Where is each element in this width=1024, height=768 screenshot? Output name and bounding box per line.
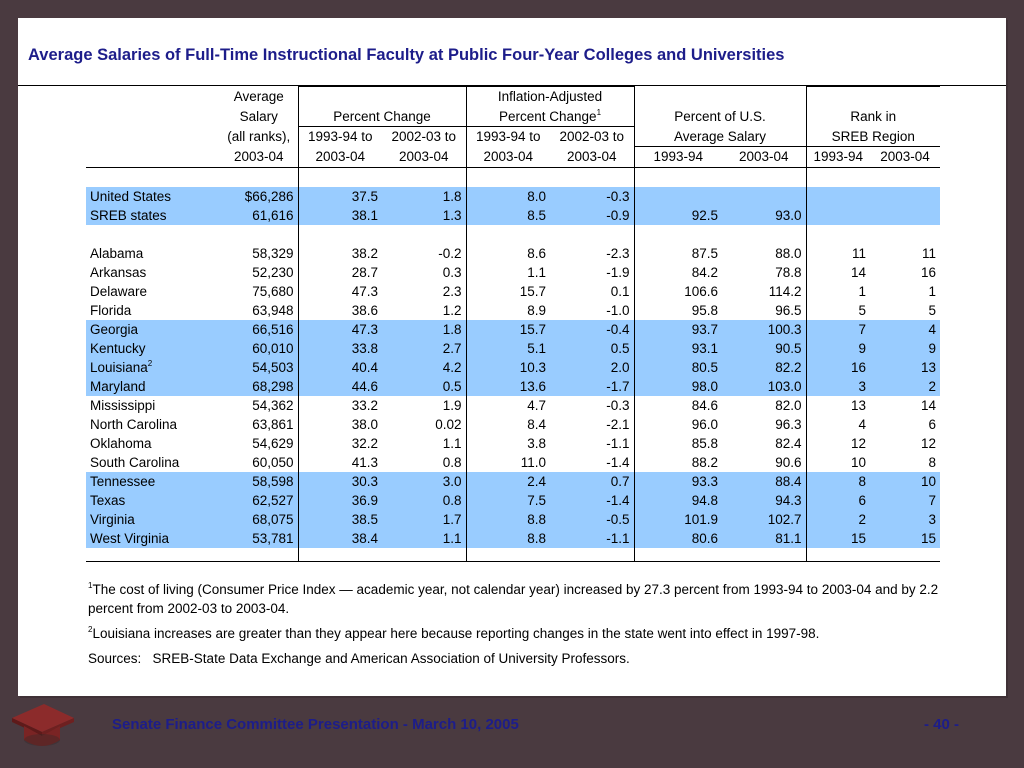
cell-salary: 61,616: [220, 206, 298, 225]
cell-infl-change-93: 15.7: [466, 320, 550, 339]
cell-pct-change-93: 44.6: [298, 377, 382, 396]
cell-pct-change-02: 1.1: [442, 435, 462, 451]
cell-pct-change-02: 2.3: [442, 283, 462, 299]
cell-pct-change-02: 0.8: [382, 491, 466, 510]
cell-pct-us-93: 101.9: [634, 510, 722, 529]
cell-infl-change-02: -2.3: [606, 245, 630, 261]
cell-pct-us-93: 80.5: [634, 358, 722, 377]
cell-rank-03: 11: [921, 245, 936, 261]
cell-infl-change-02: -0.3: [550, 187, 634, 206]
cell-pct-us-93: 93.1: [634, 339, 722, 358]
cell-pct-change-02: 1.9: [442, 397, 462, 413]
header-infl-end-a: 2003-04: [466, 147, 550, 168]
table-row: [86, 263, 940, 282]
cell-rank-03: 3: [870, 510, 940, 529]
cell-pct-change-93: 38.1: [298, 206, 382, 225]
cell-salary: 60,050: [252, 454, 294, 470]
cell-pct-us-93: 93.3: [634, 472, 722, 491]
row-name: Virginia: [86, 510, 220, 529]
cell-infl-change-93: 10.3: [466, 358, 550, 377]
cell-rank-93: 13: [806, 396, 870, 415]
cell-pct-change-02: 1.1: [382, 529, 466, 548]
cell-pct-change-93: 36.9: [298, 491, 382, 510]
cell-rank-93: 7: [806, 320, 870, 339]
cell-salary: 66,516: [220, 320, 298, 339]
header-infl-end-b: 2003-04: [550, 147, 634, 168]
cell-salary: 68,075: [220, 510, 298, 529]
row-name: North Carolina: [90, 416, 178, 432]
cell-pct-us-03: 93.0: [722, 206, 806, 225]
cell-salary: 58,329: [252, 245, 294, 261]
cell-infl-change-02: 0.1: [610, 283, 630, 299]
table-row: [86, 453, 940, 472]
header-rank-in: Rank in: [806, 107, 940, 127]
cell-rank-93: 9: [806, 339, 870, 358]
cell-pct-us-03: 96.3: [775, 416, 802, 432]
slide: [18, 18, 1006, 696]
cell-pct-us-93: 88.2: [634, 453, 722, 472]
cell-pct-us-93: 80.6: [634, 529, 722, 548]
cell-rank-93: [806, 206, 870, 225]
row-name: Delaware: [90, 283, 148, 299]
cell-infl-change-02: -1.4: [550, 491, 634, 510]
cell-pct-change-93: 38.6: [298, 301, 382, 320]
header-range-b: 2002-03 to: [382, 127, 466, 147]
cell-pct-change-93: 30.3: [298, 472, 382, 491]
cell-infl-change-93: 4.7: [466, 396, 550, 415]
cell-salary: 75,680: [252, 283, 294, 299]
header-infl-range-b: 2002-03 to: [550, 127, 634, 147]
cell-pct-us-03: 90.5: [722, 339, 806, 358]
page-title: Average Salaries of Full-Time Instructional Faculty at Public Four-Year Colleges and Universities: [28, 46, 785, 64]
cell-pct-change-93: 38.2: [298, 244, 382, 263]
table-row: [86, 529, 940, 548]
cell-salary: 60,010: [220, 339, 298, 358]
cell-infl-change-93: 8.0: [466, 187, 550, 206]
row-name: Maryland: [86, 377, 220, 396]
cell-infl-change-93: 5.1: [466, 339, 550, 358]
row-name: West Virginia: [86, 529, 220, 548]
cell-infl-change-93: 8.9: [466, 301, 550, 320]
row-name: South Carolina: [90, 454, 180, 470]
cell-infl-change-02: 0.7: [550, 472, 634, 491]
cell-pct-change-93: 38.0: [298, 415, 382, 434]
cell-pct-change-02: 3.0: [382, 472, 466, 491]
cell-pct-us-93: 98.0: [634, 377, 722, 396]
table-end: [86, 548, 940, 562]
cell-pct-us-03: [722, 187, 806, 206]
cell-infl-change-93: 13.6: [466, 377, 550, 396]
cell-pct-change-02: -0.2: [438, 245, 462, 261]
cell-pct-change-02: 1.7: [382, 510, 466, 529]
cell-infl-change-93: 2.4: [466, 472, 550, 491]
cell-infl-change-02: 0.5: [550, 339, 634, 358]
cell-pct-us-03: 82.0: [775, 397, 802, 413]
cell-infl-change-02: -1.9: [606, 264, 630, 280]
cell-salary: 54,629: [252, 435, 294, 451]
table-row: [86, 187, 940, 206]
cell-pct-change-93: 47.3: [298, 320, 382, 339]
cell-pct-change-93: 28.7: [298, 263, 382, 282]
cell-pct-us-93: [634, 187, 722, 206]
cell-pct-change-02: 1.3: [382, 206, 466, 225]
footnote-marker: 1: [596, 107, 602, 117]
cell-pct-change-02: 0.3: [442, 264, 462, 280]
header-end-b: 2003-04: [382, 147, 466, 168]
cell-rank-03: 4: [870, 320, 940, 339]
cell-pct-change-93: 41.3: [298, 453, 382, 472]
footnote-1: $^1$The cost of living (Consumer Price Index — academic year, not calendar year) increased by 27.3 percent from 1993-94 to 2003-04 and by 2.2 percent from 2002-03 to 2003-04.: [88, 581, 939, 616]
cell-rank-93: 10: [806, 453, 870, 472]
cell-infl-change-02: -1.7: [550, 377, 634, 396]
cell-salary: 52,230: [252, 264, 294, 280]
table-row: [86, 358, 940, 377]
cell-salary: 53,781: [220, 529, 298, 548]
cell-pct-change-02: 1.8: [382, 187, 466, 206]
cell-pct-us-03: 114.2: [768, 283, 802, 299]
cell-rank-93: 4: [806, 415, 870, 434]
cell-infl-change-02: -0.4: [550, 320, 634, 339]
cell-infl-change-02: -1.1: [550, 529, 634, 548]
footer-presentation: Senate Finance Committee Presentation - March 10, 2005: [112, 716, 519, 733]
table-row: [86, 415, 940, 434]
cell-salary: 54,503: [220, 358, 298, 377]
cell-rank-03: 13: [870, 358, 940, 377]
cell-pct-change-02: 4.2: [382, 358, 466, 377]
cell-infl-change-93: 1.1: [466, 263, 550, 282]
cell-pct-us-03: 88.0: [775, 245, 802, 261]
cell-rank-93: 16: [806, 358, 870, 377]
cell-pct-us-03: 81.1: [722, 529, 806, 548]
cell-infl-change-93: 11.0: [466, 453, 550, 472]
cell-rank-93: 8: [806, 472, 870, 491]
row-name: Mississippi: [90, 397, 156, 413]
cell-pct-us-03: 102.7: [722, 510, 806, 529]
spacer-row: [86, 167, 940, 187]
footnotes: [88, 580, 948, 674]
footnote-marker: 2: [147, 358, 153, 368]
cell-infl-change-93: 15.7: [466, 282, 550, 301]
row-name: Kentucky: [86, 339, 220, 358]
cell-infl-change-02: 2.0: [550, 358, 634, 377]
page-number: - 40 -: [924, 716, 960, 733]
cell-rank-03: 7: [870, 491, 940, 510]
cell-rank-93: 14: [806, 263, 870, 282]
table-row: [86, 206, 940, 225]
header-range-a: 1993-94 to: [298, 127, 382, 147]
header-inflation-adjusted: Inflation-Adjusted: [466, 87, 634, 107]
cell-salary: 62,527: [220, 491, 298, 510]
header-pus-2003: 2003-04: [722, 147, 806, 168]
header-sreb-region: SREB Region: [806, 127, 940, 147]
cell-pct-us-03: 103.0: [722, 377, 806, 396]
cell-pct-us-93: 84.2: [634, 263, 722, 282]
row-name: United States: [86, 187, 220, 206]
header-inflation-percent-change: Percent Change$^1$: [466, 107, 634, 127]
cell-pct-change-02: 0.5: [382, 377, 466, 396]
cell-salary: 63,861: [252, 416, 294, 432]
table-header: [86, 87, 940, 168]
cell-rank-93: 5: [806, 301, 870, 320]
cell-rank-93: 2: [806, 510, 870, 529]
cell-pct-us-03: 90.6: [775, 454, 802, 470]
row-name: Louisiana$^2$: [86, 358, 220, 377]
cell-pct-us-93: 95.8: [634, 301, 722, 320]
cell-infl-change-93: 8.4: [466, 415, 550, 434]
cell-pct-us-03: 82.4: [775, 435, 802, 451]
footnote-2: $^2$Louisiana increases are greater than they appear here because reporting changes in the state went into effect in 1997-98.: [88, 625, 820, 641]
cell-pct-us-93: 92.5: [634, 206, 722, 225]
cell-pct-us-93: 94.8: [634, 491, 722, 510]
cell-rank-93: 1: [806, 282, 870, 301]
header-average: Average: [233, 88, 284, 104]
header-pus-1993: 1993-94: [634, 147, 722, 168]
cell-pct-us-03: 94.3: [722, 491, 806, 510]
cell-infl-change-02: -1.0: [606, 302, 630, 318]
cell-rank-93: 3: [806, 377, 870, 396]
table-row: [86, 472, 940, 491]
cell-rank-93: 11: [806, 244, 870, 263]
cell-pct-us-03: 96.5: [775, 302, 802, 318]
cell-pct-us-93: 85.8: [634, 434, 722, 453]
cell-infl-change-02: -0.5: [550, 510, 634, 529]
mortarboard-icon: [8, 696, 78, 756]
cell-rank-03: 9: [870, 339, 940, 358]
table-row: [86, 339, 940, 358]
table-row: [86, 377, 940, 396]
cell-pct-change-02: 0.02: [435, 416, 462, 432]
cell-rank-93: 12: [806, 434, 870, 453]
cell-infl-change-02: -1.1: [606, 435, 630, 451]
cell-infl-change-02: -0.9: [550, 206, 634, 225]
cell-pct-us-93: 93.7: [634, 320, 722, 339]
row-name: Texas: [86, 491, 220, 510]
cell-rank-93: 6: [806, 491, 870, 510]
cell-pct-us-03: 82.2: [722, 358, 806, 377]
header-salary: Salary: [239, 108, 278, 124]
header-infl-range-a: 1993-94 to: [466, 127, 550, 147]
cell-pct-change-02: 0.8: [442, 454, 462, 470]
cell-salary: 54,362: [252, 397, 294, 413]
cell-salary: 58,598: [220, 472, 298, 491]
cell-rank-03: 2: [870, 377, 940, 396]
row-name: Georgia: [86, 320, 220, 339]
cell-salary: 68,298: [220, 377, 298, 396]
row-name: SREB states: [86, 206, 220, 225]
cell-infl-change-93: 8.8: [466, 510, 550, 529]
cell-pct-change-02: 2.7: [382, 339, 466, 358]
cell-pct-change-93: 33.8: [298, 339, 382, 358]
cell-pct-change-93: 47.3: [298, 282, 382, 301]
row-name: Alabama: [90, 245, 144, 261]
cell-rank-03: 1: [928, 283, 936, 299]
cell-pct-change-93: 33.2: [298, 396, 382, 415]
header-year: 2003-04: [220, 147, 298, 168]
cell-rank-03: 14: [920, 397, 936, 413]
cell-rank-03: 15: [870, 529, 940, 548]
cell-pct-change-93: 38.5: [298, 510, 382, 529]
sources: Sources: SREB-State Data Exchange and American Association of University Professors.: [88, 651, 630, 666]
salary-table: [86, 86, 940, 562]
cell-pct-change-93: 38.4: [298, 529, 382, 548]
cell-infl-change-93: 8.5: [466, 206, 550, 225]
cell-rank-03: 10: [870, 472, 940, 491]
table-row: [86, 491, 940, 510]
cell-pct-us-93: 87.5: [634, 244, 722, 263]
table-row: [86, 301, 940, 320]
cell-rank-03: 12: [920, 435, 936, 451]
header-rank-1993: 1993-94: [806, 147, 870, 168]
cell-pct-change-93: 32.2: [298, 434, 382, 453]
cell-pct-change-93: 40.4: [298, 358, 382, 377]
cell-pct-us-03: 100.3: [722, 320, 806, 339]
cell-rank-03: [870, 187, 940, 206]
cell-pct-us-93: 84.6: [634, 396, 722, 415]
header-percent-change: Percent Change: [298, 107, 466, 127]
cell-rank-03: 6: [928, 416, 936, 432]
cell-salary: $66,286: [220, 187, 298, 206]
header-all-ranks: (all ranks),: [227, 128, 291, 144]
row-name: Oklahoma: [90, 435, 152, 451]
cell-infl-change-93: 8.6: [466, 244, 550, 263]
table-body: [86, 167, 940, 561]
cell-infl-change-93: 7.5: [466, 491, 550, 510]
row-name: Florida: [90, 302, 132, 318]
cell-infl-change-02: -0.3: [606, 397, 630, 413]
cell-rank-03: [870, 206, 940, 225]
table-row: [86, 282, 940, 301]
header-rank-2003: 2003-04: [870, 147, 940, 168]
header-average-salary: Average Salary: [634, 127, 806, 147]
cell-infl-change-93: 8.8: [466, 529, 550, 548]
cell-infl-change-02: -1.4: [606, 454, 630, 470]
cell-salary: 63,948: [252, 302, 294, 318]
cell-pct-us-93: 96.0: [634, 415, 722, 434]
cell-rank-93: 15: [806, 529, 870, 548]
cell-rank-03: 8: [928, 454, 936, 470]
header-percent-of-us: Percent of U.S.: [634, 107, 806, 127]
cell-infl-change-93: 3.8: [466, 434, 550, 453]
table-row: [86, 244, 940, 263]
header-end-a: 2003-04: [298, 147, 382, 168]
spacer-row: [86, 225, 940, 244]
table-row: [86, 434, 940, 453]
cell-pct-change-93: 37.5: [298, 187, 382, 206]
cell-rank-03: 5: [928, 302, 936, 318]
cell-pct-us-03: 78.8: [775, 264, 802, 280]
cell-rank-93: [806, 187, 870, 206]
cell-pct-change-02: 1.2: [442, 302, 462, 318]
table-row: [86, 320, 940, 339]
cell-pct-us-93: 106.6: [634, 282, 722, 301]
cell-infl-change-02: -2.1: [606, 416, 630, 432]
row-name: Arkansas: [90, 264, 147, 280]
cell-rank-03: 16: [920, 264, 936, 280]
row-name: Tennessee: [86, 472, 220, 491]
cell-pct-us-03: 88.4: [722, 472, 806, 491]
table-row: [86, 396, 940, 415]
table-row: [86, 510, 940, 529]
cell-pct-change-02: 1.8: [382, 320, 466, 339]
